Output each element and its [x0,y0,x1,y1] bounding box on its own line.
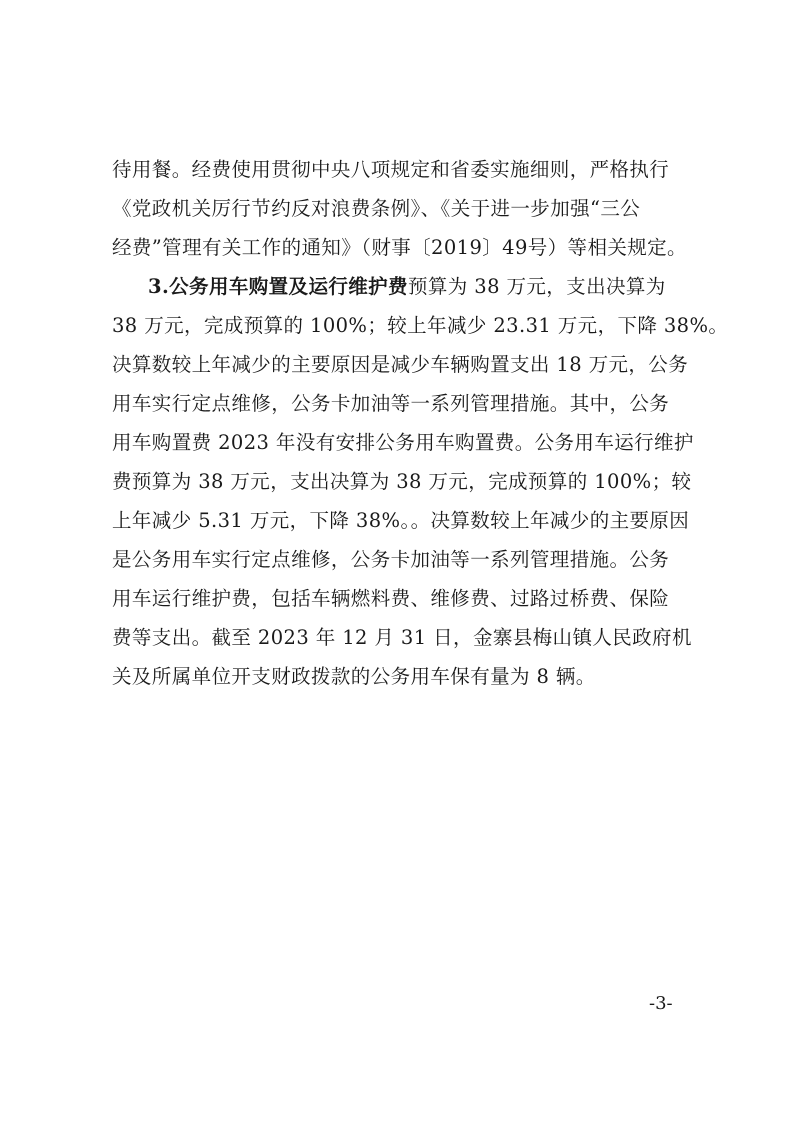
text-line: 决算数较上年减少的主要原因是减少车辆购置支出 18 万元，公务 [112,353,689,376]
text-line: 用车实行定点维修，公务卡加油等一系列管理措施。其中，公务 [112,392,670,415]
text-line: 关及所属单位开支财政拨款的公务用车保有量为 8 辆。 [112,665,596,688]
section-3-heading: 3.公务用车购置及运行维护费 [148,275,408,298]
text-line: 待用餐。经费使用贯彻中央八项规定和省委实施细则，严格执行 [112,158,670,181]
section-3-first-line-text: 预算为 38 万元，支出决算为 [407,275,666,298]
text-line: 是公务用车实行定点维修，公务卡加油等一系列管理措施。公务 [112,548,670,571]
text-line: 上年减少 5.31 万元，下降 38%。。决算数较上年减少的主要原因 [112,509,690,532]
text-line: 38 万元，完成预算的 100%；较上年减少 23.31 万元，下降 38%。 [112,314,729,337]
text-line: 经费”管理有关工作的通知》（财事〔2019〕49号）等相关规定。 [112,236,687,259]
body-text [112,150,729,696]
section-3-first-line [112,267,692,306]
page-number: -3- [649,993,673,1014]
text-line: 费等支出。截至 2023 年 12 月 31 日，金寨县梅山镇人民政府机 [112,626,692,649]
text-line: 用车运行维护费，包括车辆燃料费、维修费、过路过桥费、保险 [112,587,670,610]
text-line: 《党政机关厉行节约反对浪费条例》、《关于进一步加强“三公 [112,197,641,220]
text-line: 费预算为 38 万元，支出决算为 38 万元，完成预算的 100%；较 [112,470,692,493]
text-line: 用车购置费 2023 年没有安排公务用车购置费。公务用车运行维护 [112,431,694,454]
